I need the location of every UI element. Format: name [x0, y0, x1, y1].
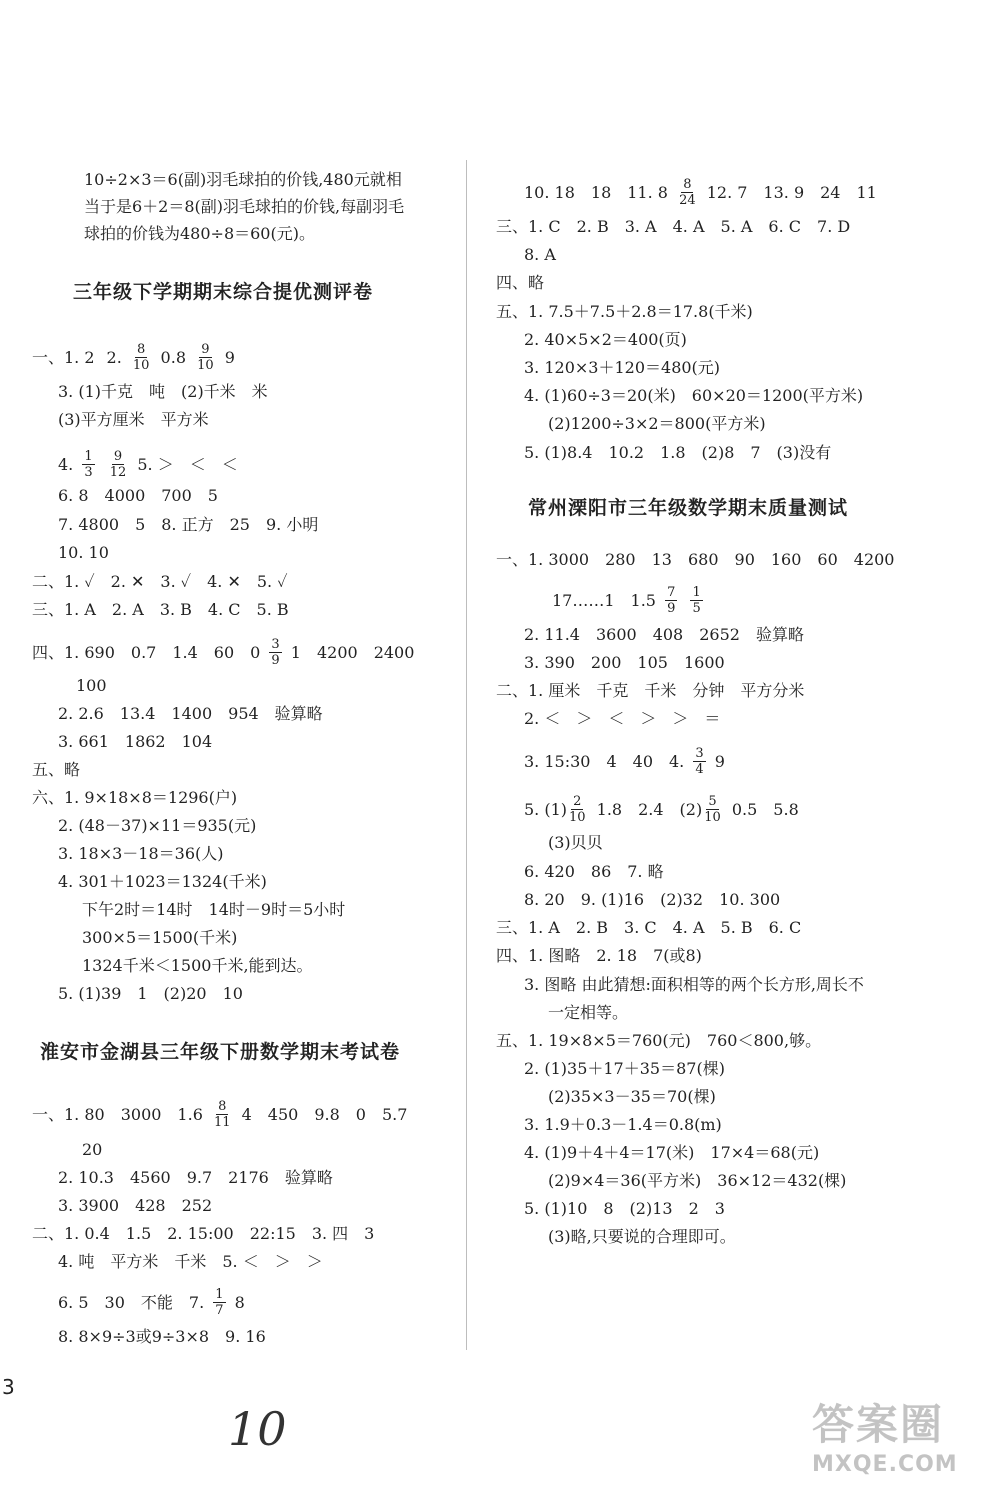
answer-line: 17……1 1.5 $\frac{7}{9}$ $\frac{1}{5}$	[552, 585, 701, 616]
answer-line: 3. 1.9＋0.3－1.4＝0.8(m)	[524, 1115, 722, 1134]
answer-line: 四、1. 690 0.7 1.4 60 0 $\frac{3}{9}$ 1 4200 2400	[32, 637, 415, 668]
answer-line: 5. (1)8.4 10.2 1.8 (2)8 7 (3)没有	[524, 443, 832, 462]
intro-line-1: 10÷2×3＝6(副)羽毛球拍的价钱,480元就相	[84, 170, 402, 189]
answer-line: 六、1. 9×18×8＝1296(户)	[32, 788, 238, 807]
fraction: $\frac{1}{3}$	[84, 449, 93, 480]
answer-line: 1324千米＜1500千米,能到达。	[82, 956, 313, 975]
watermark-text: 答案圈	[812, 1400, 945, 1449]
answer-line: 8. 20 9. (1)16 (2)32 10. 300	[524, 890, 781, 909]
answer-line: 20	[82, 1140, 103, 1159]
watermark-url: MXQE.COM	[812, 1452, 958, 1477]
fraction: $\frac{9}{12}$	[109, 449, 127, 480]
section-title-3: 常州溧阳市三年级数学期末质量测试	[528, 497, 849, 519]
answer-line: 三、1. A 2. A 3. B 4. C 5. B	[32, 600, 289, 619]
answer-line: 4. $\frac{1}{3}$ $\frac{9}{12}$ 5. ＞ ＜ ＜	[58, 449, 238, 480]
answer-line: 五、1. 7.5＋7.5＋2.8＝17.8(千米)	[496, 302, 753, 321]
answer-line: 8. A	[524, 245, 556, 264]
fraction: $\frac{8}{10}$	[132, 342, 150, 373]
handwritten-mark: 10	[228, 1402, 287, 1456]
answer-line: (3)贝贝	[548, 833, 603, 852]
answer-line: 8. 8×9÷3或9÷3×8 9. 16	[58, 1327, 266, 1346]
answer-line: 一、1. 80 3000 1.6 $\frac{8}{11}$ 4 450 9.8 0 5.7	[32, 1099, 408, 1130]
fraction: $\frac{8}{11}$	[213, 1099, 231, 1130]
answer-line: 一、1. 2 2. $\frac{8}{10}$ 0.8 $\frac{9}{10}$ 9	[32, 342, 235, 373]
answer-line: 2. 40×5×2＝400(页)	[524, 330, 687, 349]
answer-line: 2. 11.4 3600 408 2652 验算略	[524, 625, 804, 644]
watermark-logo	[812, 1392, 992, 1477]
answer-line: 一定相等。	[548, 1003, 629, 1022]
fraction: $\frac{3}{9}$	[271, 637, 280, 668]
answer-line: 三、1. C 2. B 3. A 4. A 5. A 6. C 7. D	[496, 217, 851, 236]
fraction: $\frac{5}{10}$	[704, 794, 721, 825]
section-title-1: 三年级下学期期末综合提优测评卷	[73, 281, 374, 303]
answer-line: 二、1. 厘米 千克 千米 分钟 平方分米	[496, 681, 805, 700]
answer-line: 3. 3900 428 252	[58, 1196, 213, 1215]
answer-line: 四、略	[496, 273, 545, 292]
answer-line: 5. (1) $\frac{2}{10}$ 1.8 2.4 (2) $\frac{5}{10}$ 0.5 5.8	[524, 794, 799, 825]
answer-line: 6. 8 4000 700 5	[58, 486, 218, 505]
answer-line: (2)9×4＝36(平方米) 36×12＝432(棵)	[548, 1171, 847, 1190]
fraction: $\frac{1}{5}$	[692, 585, 701, 616]
answer-line: (3)略,只要说的合理即可。	[548, 1227, 736, 1246]
answer-line: 3. 图略 由此猜想:面积相等的两个长方形,周长不	[524, 975, 864, 994]
answer-line: 6. 5 30 不能 7. $\frac{1}{7}$ 8	[58, 1287, 245, 1318]
answer-line: 3. 390 200 105 1600	[524, 653, 725, 672]
answer-line: 2. ＜ ＞ ＜ ＞ ＞ ＝	[524, 709, 721, 728]
answer-line: 3. 661 1862 104	[58, 732, 213, 751]
answer-line: 5. (1)10 8 (2)13 2 3	[524, 1199, 725, 1218]
answer-line: 二、1. 0.4 1.5 2. 15:00 22:15 3. 四 3	[32, 1224, 375, 1243]
answer-line: 2. (48－37)×11＝935(元)	[58, 816, 257, 835]
answer-line: 2. 10.3 4560 9.7 2176 验算略	[58, 1168, 333, 1187]
section-title-2: 淮安市金湖县三年级下册数学期末考试卷	[40, 1041, 401, 1063]
answer-line: 4. 301＋1023＝1324(千米)	[58, 872, 267, 891]
answer-line: 四、1. 图略 2. 18 7(或8)	[496, 946, 702, 965]
fraction: $\frac{7}{9}$	[667, 585, 676, 616]
fraction: $\frac{2}{10}$	[569, 794, 586, 825]
answer-line: 7. 4800 5 8. 正方 25 9. 小明	[58, 515, 319, 534]
answer-line: (3)平方厘米 平方米	[58, 410, 209, 429]
answer-line: 10. 18 18 11. 8 $\frac{8}{24}$ 12. 7 13. 9 24 11	[524, 177, 877, 208]
fraction: $\frac{8}{24}$	[679, 177, 696, 208]
fraction: $\frac{9}{10}$	[197, 342, 214, 373]
answer-line: 4. (1)9＋4＋4＝17(米) 17×4＝68(元)	[524, 1143, 820, 1162]
intro-line-2: 当于是6＋2＝8(副)羽毛球拍的价钱,每副羽毛	[84, 197, 405, 216]
answer-line: 下午2时＝14时 14时－9时＝5小时	[82, 900, 346, 919]
answer-line: 100	[76, 676, 107, 695]
answer-line: 2. 2.6 13.4 1400 954 验算略	[58, 704, 323, 723]
answer-line: (2)35×3－35＝70(棵)	[548, 1087, 716, 1106]
intro-line-3: 球拍的价钱为480÷8＝60(元)。	[84, 224, 315, 243]
column-divider	[466, 160, 467, 1350]
answer-line: 4. 吨 平方米 千米 5. ＜ ＞ ＞	[58, 1252, 323, 1271]
fraction: $\frac{3}{4}$	[695, 746, 704, 777]
answer-line: 3. 120×3＋120＝480(元)	[524, 358, 721, 377]
answer-line: 五、略	[32, 760, 81, 779]
answer-line: 五、1. 19×8×5＝760(元) 760＜800,够。	[496, 1031, 822, 1050]
fraction: $\frac{1}{7}$	[215, 1287, 224, 1318]
page-number: 3	[2, 1375, 15, 1399]
answer-line: 二、1. ✓ 2. ✕ 3. ✓ 4. ✕ 5. ✓	[32, 572, 288, 591]
answer-line: 3. (1)千克 吨 (2)千米 米	[58, 382, 268, 401]
answer-line: 3. 18×3－18＝36(人)	[58, 844, 224, 863]
answer-line: 2. (1)35＋17＋35＝87(棵)	[524, 1059, 725, 1078]
answer-line: 3. 15:30 4 40 4. $\frac{3}{4}$ 9	[524, 746, 725, 777]
answer-line: 三、1. A 2. B 3. C 4. A 5. B 6. C	[496, 918, 802, 937]
answer-line: 6. 420 86 7. 略	[524, 862, 664, 881]
answer-line: (2)1200÷3×2＝800(平方米)	[548, 414, 766, 433]
answer-line: 4. (1)60÷3＝20(米) 60×20＝1200(平方米)	[524, 386, 864, 405]
answer-line: 10. 10	[58, 543, 109, 562]
answer-line: 一、1. 3000 280 13 680 90 160 60 4200	[496, 550, 895, 569]
answer-line: 300×5＝1500(千米)	[82, 928, 238, 947]
answer-line: 5. (1)39 1 (2)20 10	[58, 984, 243, 1003]
